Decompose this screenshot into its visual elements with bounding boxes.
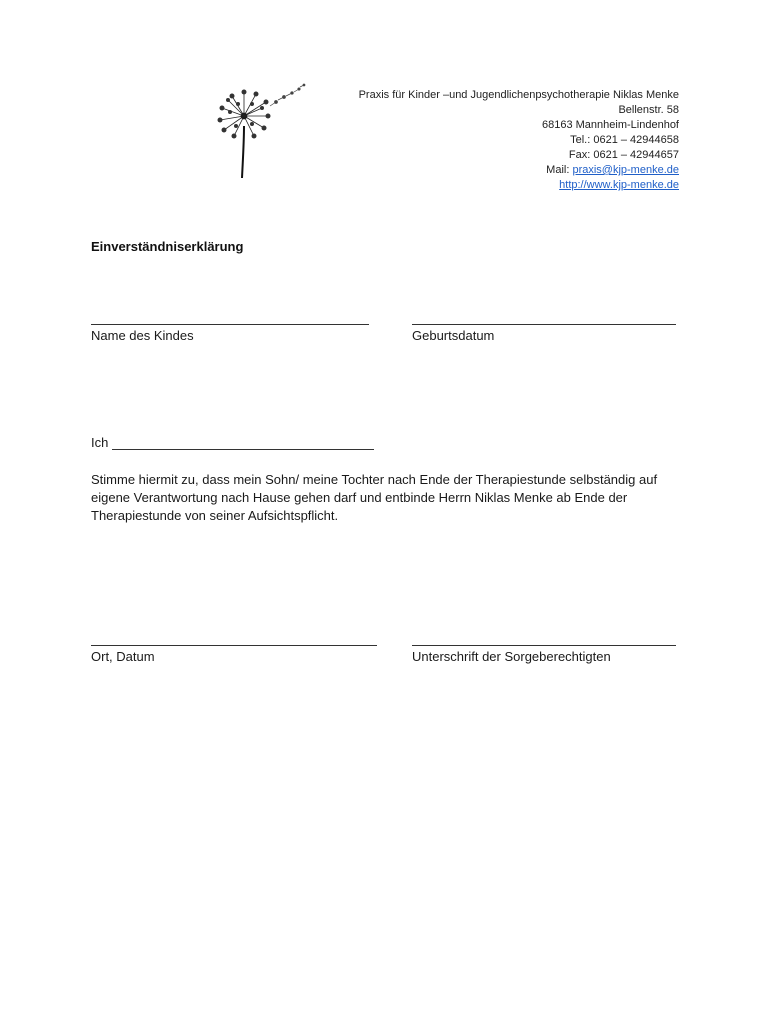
child-name-label: Name des Kindes (91, 328, 194, 343)
birthdate-line[interactable] (412, 324, 676, 325)
website-link[interactable]: http://www.kjp-menke.de (559, 179, 679, 191)
practice-name: Praxis für Kinder –und Jugendlichenpsychotherapie Niklas Menke (358, 89, 679, 101)
child-name-line[interactable] (91, 324, 369, 325)
place-date-label: Ort, Datum (91, 649, 155, 664)
ich-label: Ich (91, 435, 109, 450)
place-date-line[interactable] (91, 645, 377, 646)
street-address: Bellenstr. 58 (618, 104, 679, 116)
guardian-name-line[interactable] (112, 435, 374, 450)
ich-row (91, 435, 374, 450)
guardian-signature-line[interactable] (412, 645, 676, 646)
fax-number: Fax: 0621 – 42944657 (568, 149, 679, 161)
email-link[interactable]: praxis@kjp-menke.de (572, 164, 679, 176)
consent-text: Stimme hiermit zu, dass mein Sohn/ meine Tochter nach Ende der Therapiestunde selbständig auf eigene Verantwortung nach Hause gehen darf und entbinde Herrn Niklas Menke ab Ende der Therapiestunde von seiner Aufsichtspflicht. (91, 472, 658, 523)
city-address: 68163 Mannheim-Lindenhof (542, 119, 679, 131)
web-line (279, 178, 679, 193)
phone-number: Tel.: 0621 – 42944658 (570, 134, 679, 146)
birthdate-label: Geburtsdatum (412, 328, 495, 343)
document-title: Einverständniserklärung (91, 239, 244, 254)
mail-prefix: Mail: (546, 164, 573, 176)
practice-address (279, 88, 679, 193)
guardian-signature-label: Unterschrift der Sorgeberechtigten (412, 649, 611, 664)
mail-line (279, 163, 679, 178)
